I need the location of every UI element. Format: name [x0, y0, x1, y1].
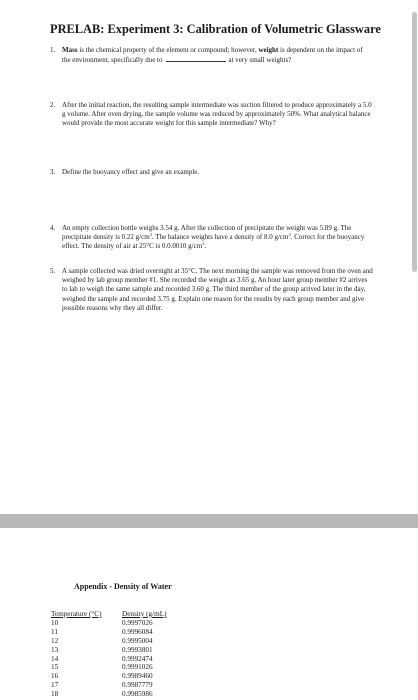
question-number: 1.: [50, 46, 56, 54]
question-text: A sample collected was dried overnight at 35°C. The next morning the sample was removed from the oven and weighed by lab group member #1. She recorded the weight as 3.65 g. An hour later group member #2 arrives to lab to weigh the same sample and recorded 3.60 g. The third member of the group arrived later in the day, weighed the sample and recorded 3.75 g. Explain one reason for the results by each group member and give possible reasons why they all differ.: [62, 267, 373, 312]
answer-blank[interactable]: [166, 55, 226, 62]
table-row: [51, 619, 202, 628]
temperature-cell: 10: [51, 618, 59, 627]
table-row: [51, 690, 202, 699]
table-row: [51, 628, 202, 637]
density-cell: 0.9987779: [122, 681, 153, 690]
density-cell: 0.9989460: [122, 672, 153, 681]
question-text: Define the buoyancy effect and give an example.: [62, 168, 200, 176]
temperature-cell: 14: [51, 654, 59, 663]
density-cell: 0.9993801: [122, 645, 153, 654]
temperature-cell: 16: [51, 672, 59, 681]
temperature-cell: 15: [51, 663, 59, 672]
question-1: [50, 46, 372, 65]
temperature-cell: 17: [51, 681, 59, 690]
density-table: [51, 610, 202, 699]
column-header-density: Density (g/mL): [122, 610, 167, 618]
question-4: [50, 224, 378, 252]
density-cell: 0.9995004: [122, 636, 153, 645]
table-row: [51, 637, 202, 646]
temperature-cell: 13: [51, 645, 59, 654]
table-row: [51, 655, 202, 664]
density-cell: 0.9991026: [122, 663, 153, 672]
density-cell: 0.9992474: [122, 654, 153, 663]
density-cell: 0.9997026: [122, 618, 153, 627]
temperature-cell: 18: [51, 690, 59, 699]
question-number: 4.: [50, 224, 56, 232]
column-header-temperature: Temperature (°C): [51, 610, 102, 618]
table-row: [51, 681, 202, 690]
question-2: [50, 101, 374, 129]
temperature-cell: 12: [51, 636, 59, 645]
density-cell: 0.9996084: [122, 627, 153, 636]
question-5: [50, 267, 374, 313]
appendix-title: Appendix - Density of Water: [74, 582, 172, 591]
question-text: Mass is the chemical property of the element or compound; however, weight is dependent on the impact of the environment, specifically due to at very small weights?: [62, 46, 363, 65]
temperature-cell: 11: [51, 627, 58, 636]
question-text: An empty collection bottle weighs 3.54 g. After the collection of precipitate the weight was 5.89 g. The precipitate density is 0.22 $g/cm^3$. The balance weights have a density of 8.0 $g/cm^3$. Correct for the buoyancy effect. The density of air at 25°C is 0.0.0010 $g/cm^3$.: [62, 224, 365, 251]
question-number: 5.: [50, 267, 56, 275]
page-title: PRELAB: Experiment 3: Calibration of Volumetric Glassware: [50, 22, 381, 36]
density-cell: 0.9985986: [122, 690, 153, 699]
table-header: [51, 610, 202, 619]
page-separator: [0, 514, 418, 528]
question-number: 2.: [50, 101, 56, 109]
question-text: After the initial reaction, the resulting sample intermediate was suction filtered to produce approximately a 5.0 g volume. After oven drying, the sample volume was reduced by approximately 50%. What analytical balance would provide the most accurate weight for this sample intermediate? Why?: [62, 101, 372, 128]
table-row: [51, 672, 202, 681]
table-row: [51, 646, 202, 655]
vertical-scrollbar[interactable]: [412, 12, 417, 272]
document-page-2: [0, 528, 418, 700]
question-3: [50, 168, 362, 177]
question-number: 3.: [50, 168, 56, 176]
table-row: [51, 663, 202, 672]
